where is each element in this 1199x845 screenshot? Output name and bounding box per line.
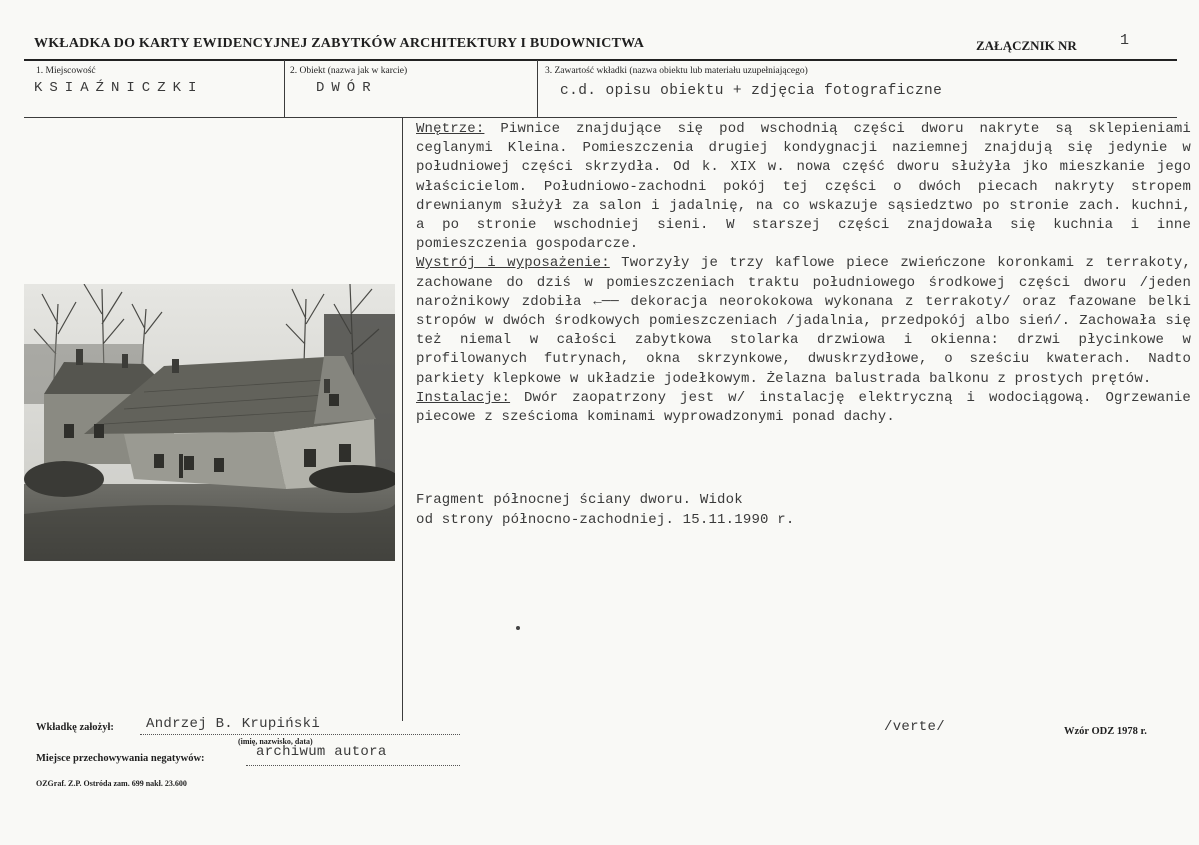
field-divider-1: [284, 60, 285, 117]
furnishing-paragraph: [416, 254, 1191, 388]
caption-line-2: od strony północno-zachodniej. 15.11.1990 r.: [416, 511, 795, 528]
installations-text: Dwór zaopatrzony jest w/ instalację elektryczną i wodociągową. Ogrzewanie piecowe z sześcioma kominami wyprowadzonymi ponad dachy.: [416, 389, 1191, 426]
compiled-by-line: [140, 734, 460, 735]
description-text: [416, 120, 1191, 427]
attachment-number: 1: [1120, 32, 1130, 49]
object-value: DWÓR: [316, 80, 378, 96]
installations-paragraph: [416, 389, 1191, 427]
negatives-value: archiwum autora: [256, 744, 387, 760]
compiled-by-label: Wkładkę założył:: [36, 722, 114, 733]
header-rule: [24, 59, 1177, 61]
manor-photograph: [24, 284, 395, 561]
negatives-line: [246, 765, 460, 766]
column-divider: [402, 117, 403, 721]
photo-caption: [416, 491, 794, 530]
locality-label: 1. Miejscowość: [36, 66, 96, 76]
fields-bottom-rule: [24, 117, 1177, 118]
furnishing-text: Tworzyły je trzy kaflowe piece zwieńczone koronkami z terrakoty, zachowane do dziś w pomieszczeniach traktu południowego środkowej części dworu /jeden narożnikowy zdobiła ←── dekoracja neorokokowa wykonana z terrakoty/ oraz fazowane belki stropów w dwóch środkowych pomieszczeniach /jadalnia, przedpokój albo sień/. Zachowała się też niemal w całości zabytkowa stolarka drzwiowa i okienna: drzwi płycinkowe w profilowanych futrynach, okna skrzynkowe, dwuskrzydłowe, o sześciu kwaterach. Nadto parkiety klepkowe w układzie jodełkowym. Żelazna balustrada balkonu z prostych prętów.: [416, 255, 1191, 387]
negatives-label: Miejsce przechowywania negatywów:: [36, 753, 205, 764]
form-id: Wzór ODZ 1978 r.: [1064, 726, 1147, 737]
printer-info: OZGraf. Z.P. Ostróda zam. 699 nakł. 23.600: [36, 779, 187, 788]
field-divider-2: [537, 60, 538, 117]
interior-text: Piwnice znajdujące się pod wschodnią części dworu nakryte są sklepieniami ceglanymi Kleina. Pomieszczenia drugiej kondygnacji naziemnej znajdują się jedynie w południowej części skrzydła. Od k. XIX w. nowa część dworu służyła jko mieszkanie jego właścicielom. Południowo-zachodni pokój tej części o dwóch piecach nakryty stropem drewnianym służył za salon i jadalnię, na co wskazuje sąsiedztwo po stronie zach. kuchni, a po stronie wschodniej sieni. W starszej części znajdowała się kuchnia i inne pomieszczenia gospodarcze.: [416, 121, 1191, 253]
interior-paragraph: [416, 120, 1191, 254]
caption-line-1: Fragment północnej ściany dworu. Widok: [416, 492, 743, 508]
furnishing-heading: Wystrój i wyposażenie:: [416, 255, 610, 272]
compiled-by-hint: (imię, nazwisko, data): [238, 737, 313, 746]
installations-heading: Instalacje:: [416, 389, 511, 406]
interior-heading: Wnętrze:: [416, 121, 485, 137]
content-label: 3. Zawartość wkładki (nazwa obiektu lub materiału uzupełniającego): [545, 66, 808, 76]
object-label: 2. Obiekt (nazwa jak w karcie): [290, 66, 408, 76]
content-value: c.d. opisu obiektu + zdjęcia fotograficzne: [560, 83, 943, 99]
compiled-by-value: Andrzej B. Krupiński: [146, 716, 321, 732]
attachment-label: ZAŁĄCZNIK NR: [976, 38, 1077, 53]
card-title: WKŁADKA DO KARTY EWIDENCYJNEJ ZABYTKÓW ARCHITEKTURY I BUDOWNICTWA: [34, 36, 645, 51]
ink-dot: [516, 626, 520, 630]
locality-value: KSIAŹNICZKI: [34, 80, 204, 96]
verte-note: /verte/: [884, 719, 945, 735]
